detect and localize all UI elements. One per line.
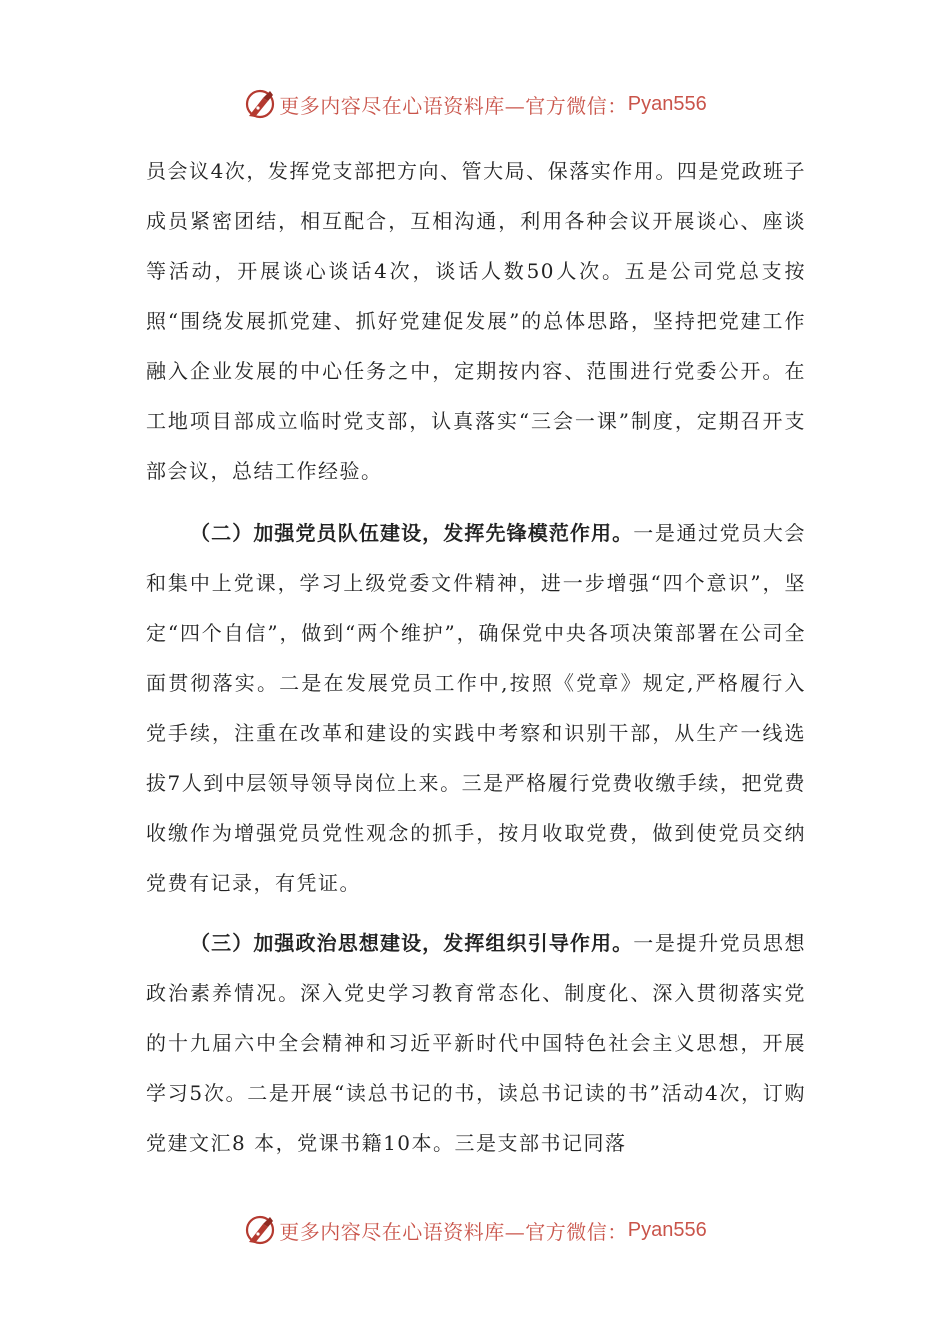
section-3-text: 一是提升党员思想政治素养情况。深入党史学习教育常态化、制度化、深入贯彻落实党的十九届六中全会精神和习近平新时代中国特色社会主义思想，开展学习5次。二是开展“读总书记的书，读总书记读的书”活动4次，订购党建文汇8 本，党课书籍10本。三是支部书记同落 [146, 931, 807, 1155]
watermark-wechat-id: Pyan556 [627, 1218, 707, 1241]
footer-watermark [0, 1210, 950, 1250]
pen-nib-circle-icon [243, 87, 277, 121]
header-watermark [0, 84, 950, 124]
document-body [146, 146, 806, 1168]
section-3-heading: （三）加强政治思想建设，发挥组织引导作用。 [190, 931, 634, 955]
pen-nib-circle-icon [243, 1213, 277, 1247]
watermark-text: 更多内容尽在心语资料库—官方微信： [279, 93, 628, 118]
section-2-text: 一是通过党员大会和集中上党课，学习上级党委文件精神，进一步增强“四个意识”，坚定“四个自信”，做到“两个维护”，确保党中央各项决策部署在公司全面贯彻落实。二是在发展党员工作中,按照《党章》规定,严格履行入党手续，注重在改革和建设的实践中考察和识别干部，从生产一线选拔7人到中层领导领导岗位上来。三是严格履行党费收缴手续，把党费收缴作为增强党员党性观念的抓手，按月收取党费，做到使党员交纳党费有记录，有凭证。 [146, 521, 807, 895]
paragraph-section-2 [146, 508, 806, 908]
paragraph-1: 员会议4次，发挥党支部把方向、管大局、保落实作用。四是党政班子成员紧密团结，相互配合，互相沟通，利用各种会议开展谈心、座谈等活动，开展谈心谈话4次，谈话人数50人次。五是公司党总支按照“围绕发展抓党建、抓好党建促发展”的总体思路，坚持把党建工作融入企业发展的中心任务之中，定期按内容、范围进行党委公开。在工地项目部成立临时党支部，认真落实“三会一课”制度，定期召开支部会议，总结工作经验。 [146, 159, 806, 483]
watermark-text: 更多内容尽在心语资料库—官方微信： [279, 1219, 628, 1244]
paragraph-section-3 [146, 918, 806, 1168]
watermark-wechat-id: Pyan556 [627, 92, 707, 115]
section-2-heading: （二）加强党员队伍建设，发挥先锋模范作用。 [190, 521, 634, 545]
